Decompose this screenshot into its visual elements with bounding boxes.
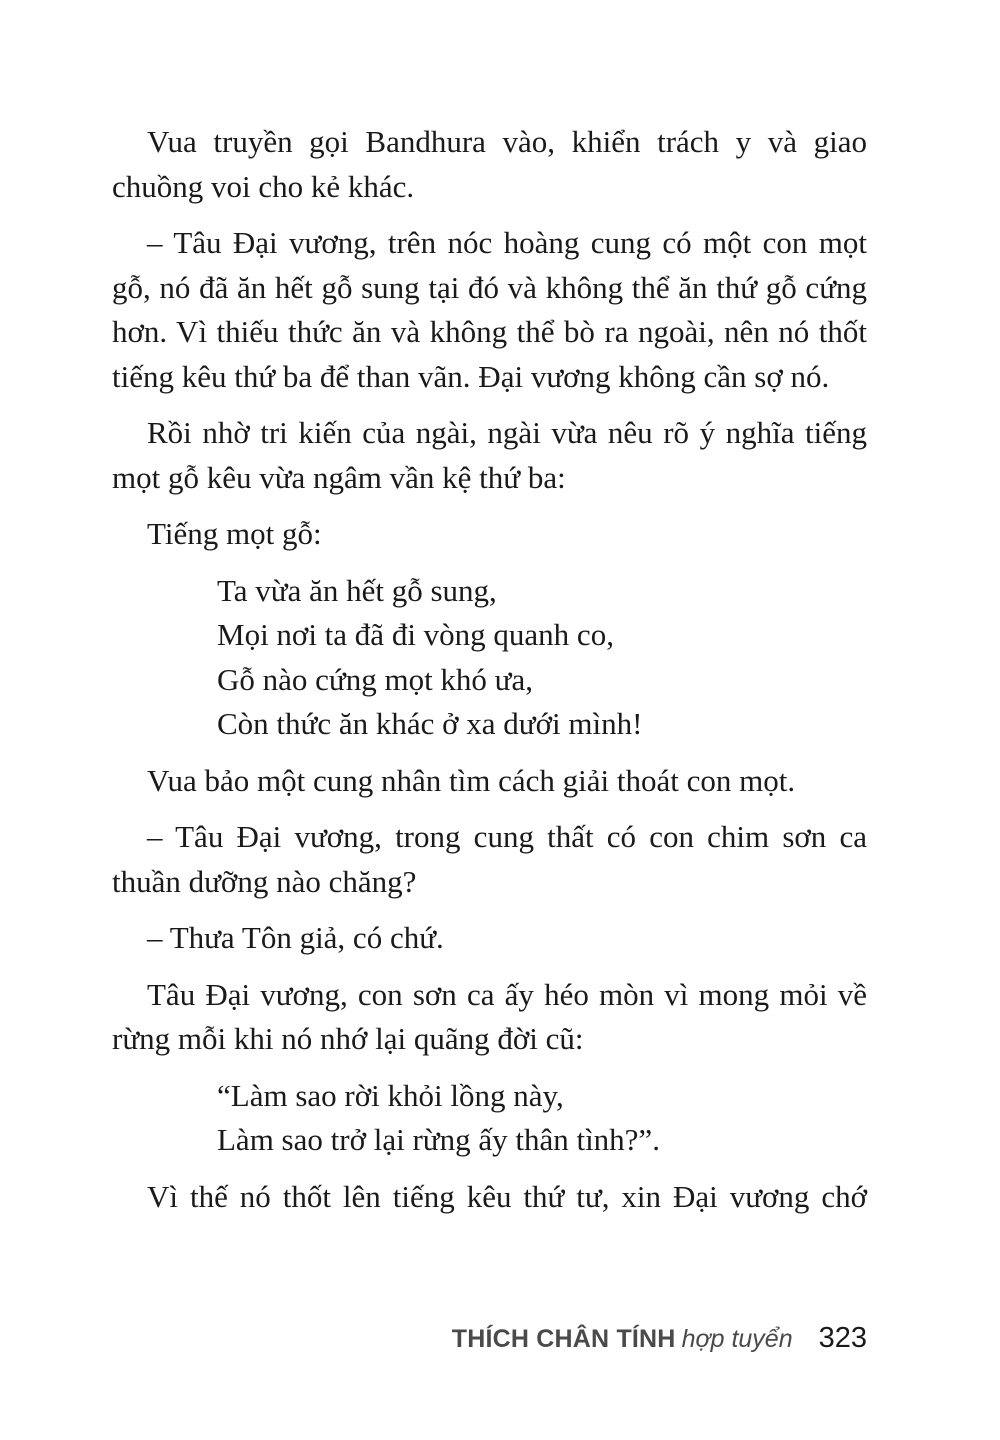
paragraph: Tâu Đại vương, con sơn ca ấy héo mòn vì mong mỏi về rừng mỗi khi nó nhớ lại quãng đời cũ: bbox=[112, 976, 867, 1056]
page-footer bbox=[0, 1322, 867, 1355]
paragraph: Vua truyền gọi Bandhura vào, khiển trách y và giao chuồng voi cho kẻ khác. bbox=[112, 124, 867, 204]
verse-line: “Làm sao rời khỏi lồng này, bbox=[217, 1077, 564, 1113]
verse-line: Gỗ nào cứng mọt khó ưa, bbox=[217, 661, 533, 697]
footer-author: THÍCH CHÂN TÍNH bbox=[451, 1325, 676, 1353]
page-body bbox=[112, 120, 867, 1231]
paragraph: – Tâu Đại vương, trên nóc hoàng cung có một con mọt gỗ, nó đã ăn hết gỗ sung tại đó và không thể ăn thứ gỗ cứng hơn. Vì thiếu thức ăn và không thể bò ra ngoài, nên nó thốt tiếng kêu thứ ba để than vãn. Đại vương không cần sợ nó. bbox=[112, 225, 867, 394]
paragraph: – Thưa Tôn giả, có chứ. bbox=[147, 920, 444, 955]
verse-block bbox=[217, 569, 867, 747]
verse-line: Còn thức ăn khác ở xa dưới mình! bbox=[217, 706, 643, 741]
paragraph: – Tâu Đại vương, trong cung thất có con chim sơn ca thuần dưỡng nào chăng? bbox=[112, 819, 867, 899]
footer-subtitle: hợp tuyển bbox=[681, 1325, 793, 1353]
paragraph: Vua bảo một cung nhân tìm cách giải thoát con mọt. bbox=[147, 762, 796, 798]
verse-line: Ta vừa ăn hết gỗ sung, bbox=[217, 572, 497, 608]
paragraph: Vì thế nó thốt lên tiếng kêu thứ tư, xin Đại vương chớ bbox=[147, 1178, 867, 1214]
paragraph: Rồi nhờ tri kiến của ngài, ngài vừa nêu rõ ý nghĩa tiếng mọt gỗ kêu vừa ngâm vần kệ thứ ba: bbox=[112, 415, 867, 495]
verse-line: Làm sao trở lại rừng ấy thân tình?”. bbox=[217, 1122, 660, 1157]
verse-line: Mọi nơi ta đã đi vòng quanh co, bbox=[217, 617, 614, 652]
paragraph: Tiếng mọt gỗ: bbox=[147, 516, 322, 551]
verse-block bbox=[217, 1074, 867, 1163]
page-number: 323 bbox=[818, 1322, 867, 1354]
